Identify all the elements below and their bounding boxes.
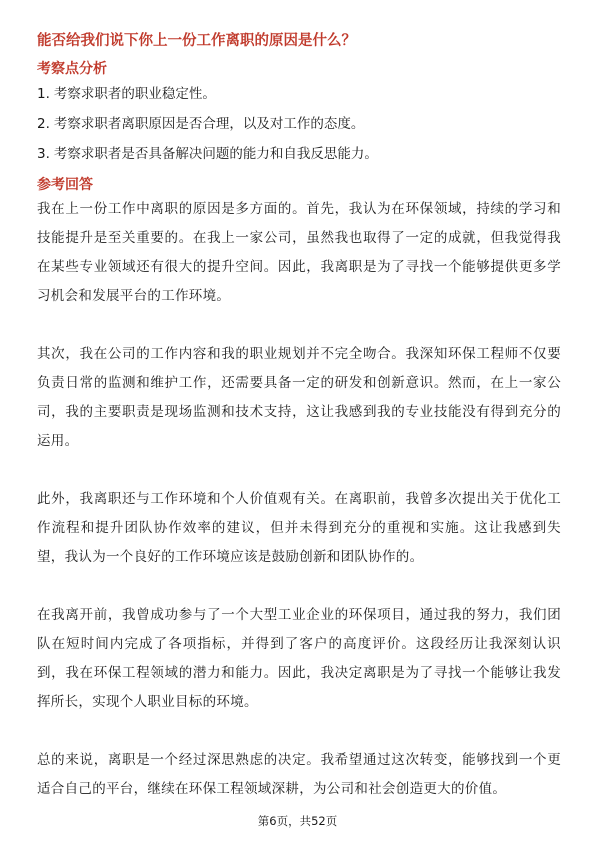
analysis-point-number: 2. [37, 116, 50, 132]
answer-paragraph: 其次，我在公司的工作内容和我的职业规划并不完全吻合。我深知环保工程师不仅要负责日常的监测和维护工作，还需要具备一定的研发和创新意识。然而，在上一家公司，我的主要职责是现场监测和技术支持，这让我感到我的专业技能没有得到充分的运用。 [37, 346, 561, 449]
analysis-heading: 考察点分析 [37, 61, 107, 77]
analysis-point-text: 考察求职者的职业稳定性。 [53, 86, 216, 102]
analysis-points-list [37, 79, 561, 169]
answer-paragraph: 总的来说，离职是一个经过深思熟虑的决定。我希望通过这次转变，能够找到一个更适合自己的平台，继续在环保工程领域深耕，为公司和社会创造更大的价值。 [37, 752, 561, 797]
analysis-point [37, 109, 561, 139]
analysis-point-text: 考察求职者离职原因是否合理，以及对工作的态度。 [53, 116, 365, 132]
question-title: 能否给我们说下你上一份工作离职的原因是什么？ [37, 33, 356, 49]
analysis-point-number: 3. [37, 146, 50, 162]
analysis-point [37, 139, 561, 169]
document-page [37, 30, 561, 804]
answer-paragraph: 此外，我离职还与工作环境和个人价值观有关。在离职前，我曾多次提出关于优化工作流程和提升团队协作效率的建议，但并未得到充分的重视和实施。这让我感到失望，我认为一个良好的工作环境应该是鼓励创新和团队协作的。 [37, 491, 561, 565]
answer-paragraph: 我在上一份工作中离职的原因是多方面的。首先，我认为在环保领域，持续的学习和技能提升是至关重要的。在我上一家公司，虽然我也取得了一定的成就，但我觉得我在某些专业领域还有很大的提升空间。因此，我离职是为了寻找一个能够提供更多学习机会和发展平台的工作环境。 [37, 201, 561, 304]
analysis-point [37, 79, 561, 109]
answer-body [37, 195, 561, 804]
answer-paragraph: 在我离开前，我曾成功参与了一个大型工业企业的环保项目，通过我的努力，我们团队在短时间内完成了各项指标，并得到了客户的高度评价。这段经历让我深刻认识到，我在环保工程领域的潜力和能力。因此，我决定离职是为了寻找一个能够让我发挥所长，实现个人职业目标的环境。 [37, 607, 561, 710]
page-number-footer: 第6页，共52页 [257, 814, 338, 828]
analysis-point-number: 1. [37, 86, 50, 102]
answer-heading: 参考回答 [37, 177, 93, 193]
analysis-point-text: 考察求职者是否具备解决问题的能力和自我反思能力。 [53, 146, 378, 162]
